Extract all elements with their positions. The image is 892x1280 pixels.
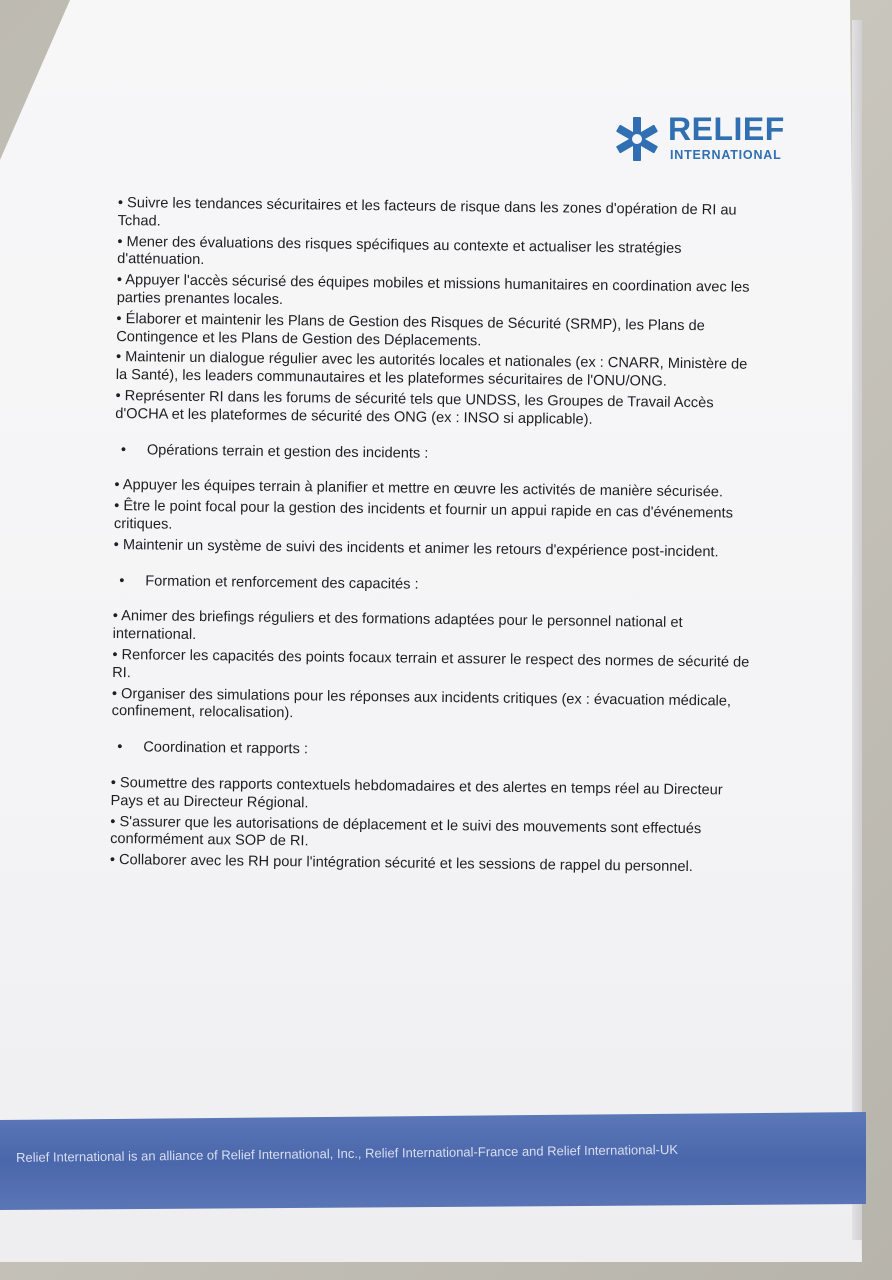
star-of-life-icon (612, 114, 662, 164)
bullet-item: • Collaborer avec les RH pour l'intégration sécurité et les sessions de rappel du personnel. (109, 852, 693, 876)
bullet-item: • Appuyer les équipes terrain à planifier et mettre en œuvre les activités de manière sécurisée. (114, 477, 724, 501)
bullet-item: • Renforcer les capacités des points focaux terrain et assurer le respect des normes de sécurité de RI. (112, 646, 750, 681)
bullet-item: • Être le point focal pour la gestion des incidents et fournir un appui rapide en cas d'événements critiques. (113, 498, 734, 533)
bullet-item: • Représenter RI dans les forums de sécurité tels que UNDSS, les Groupes de Travail Accès d'OCHA et les plateformes de sécurité des ONG (ex : INSO si applicable). (115, 387, 714, 428)
bullet-item: • Appuyer l'accès sécurisé des équipes mobiles et missions humanitaires en coordination avec les parties prenantes locales. (116, 272, 750, 309)
bullet-item: • Élaborer et maintenir les Plans de Gestion des Risques de Sécurité (SRMP), les Plans de Contingence et les Plans de Gestion des Déplacements. (116, 310, 705, 350)
bullet-item: • Soumettre des rapports contextuels hebdomadaires et des alertes en temps réel au Directeur Pays et au Directeur Régional. (110, 774, 723, 812)
section-heading: • Opérations terrain et gestion des incidents : (120, 441, 429, 462)
logo-wordmark: RELIEF (668, 111, 785, 147)
bullet-item: • Maintenir un dialogue régulier avec les autorités locales et nationales (ex : CNARR, Ministère de la Santé), les leaders communautaires et les plateformes sécuritaires de l'ONU/ONG. (115, 349, 748, 390)
logo-subtitle: INTERNATIONAL (670, 148, 782, 162)
bullet-item: • Suivre les tendances sécuritaires et les facteurs de risque dans les zones d'opération de RI au Tchad. (117, 195, 737, 230)
section-heading: • Coordination et rapports : (117, 739, 309, 758)
bullet-item: • S'assurer que les autorisations de déplacement et le suivi des mouvements sont effectués conformément aux SOP de RI. (110, 813, 702, 850)
page-edge (852, 20, 862, 1240)
relief-international-logo (612, 112, 822, 168)
bullet-item: • Maintenir un système de suivi des incidents et animer les retours d'expérience post-incident. (113, 536, 719, 561)
bullet-item: • Mener des évaluations des risques spécifiques au contexte et actualiser les stratégies d'atténuation. (117, 233, 682, 269)
bullet-item: • Organiser des simulations pour les réponses aux incidents critiques (ex : évacuation médicale, confinement, relocalisation). (111, 685, 732, 722)
document-body (110, 195, 758, 881)
bullet-item: • Animer des briefings réguliers et des formations adaptées pour le personnel national et international. (112, 608, 683, 644)
section-heading: • Formation et renforcement des capacités : (119, 572, 419, 593)
footer-text: Relief International is an alliance of Relief International, Inc., Relief International-France and Relief International-UK (16, 1141, 679, 1165)
